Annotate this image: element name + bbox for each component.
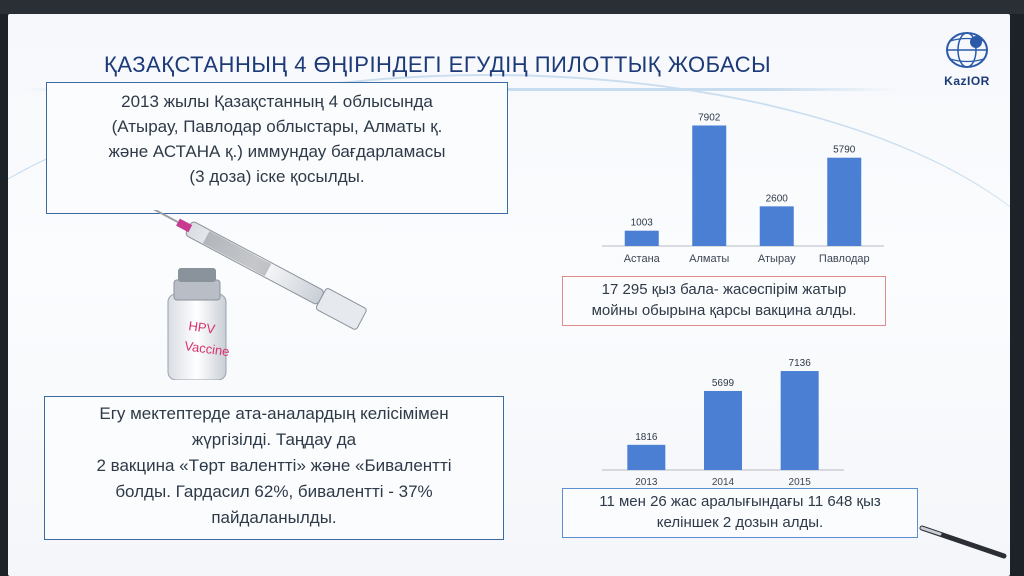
bar-2015 <box>781 371 819 470</box>
intro-line: (3 доза) іске қосылды. <box>189 167 365 186</box>
regions-bar-chart <box>588 100 888 276</box>
method-line: 2 вакцина «Төрт валентті» және «Бивалентті <box>96 456 452 475</box>
tick-label: 2013 <box>635 477 658 486</box>
intro-text-box <box>46 82 508 214</box>
bar-Павлодар <box>827 158 861 246</box>
tick-label: Алматы <box>689 253 730 265</box>
method-line: пайдаланылды. <box>211 508 337 527</box>
monitor-bezel-top <box>0 0 1024 14</box>
years-bar-chart <box>598 336 848 486</box>
vaccine-syringe-image <box>138 210 398 380</box>
intro-line: 2013 жылы Қазақстанның 4 облысында <box>121 92 433 111</box>
presenter-pen <box>918 520 1008 560</box>
data-label: 1003 <box>630 217 653 229</box>
bar-Атырау <box>760 206 794 246</box>
data-label: 5790 <box>833 144 856 156</box>
intro-line: және АСТАНА қ.) иммундау бағдарламасы <box>108 142 446 161</box>
second-dose-note <box>562 488 918 538</box>
method-line: болды. Гардасил 62%, бивалентті - 37% <box>115 482 433 501</box>
tick-label: Атырау <box>757 253 796 265</box>
method-text-box <box>44 396 504 540</box>
data-label: 7136 <box>788 358 811 370</box>
logo-text: KazIOR <box>944 74 990 88</box>
data-label: 7902 <box>698 112 721 124</box>
tick-label: 2014 <box>711 477 735 486</box>
tick-label: 2015 <box>788 477 811 486</box>
intro-line: (Атырау, Павлодар облыстары, Алматы қ. <box>111 117 443 136</box>
method-line: Егу мектептерде ата-аналардың келісімімен <box>99 404 449 423</box>
note-line: келіншек 2 дозын алды. <box>656 514 824 531</box>
data-label: 2600 <box>765 193 788 205</box>
tick-label: Павлодар <box>818 253 870 265</box>
vial-label-vaccine: Vaccine <box>183 338 231 360</box>
vial-label-hpv: HPV <box>187 318 217 337</box>
bar-2014 <box>704 391 742 470</box>
data-label: 5699 <box>711 377 735 389</box>
slide-title: ҚАЗАҚСТАННЫҢ 4 ӨҢІРІНДЕГІ ЕГУДІҢ ПИЛОТТЫҚ ЖОБАСЫ <box>104 52 772 77</box>
globe-logo-icon <box>936 28 998 74</box>
data-label: 1816 <box>635 431 658 443</box>
bar-Алматы <box>692 125 726 246</box>
note-line: 11 мен 26 жас аралығындағы 11 648 қыз <box>599 493 881 510</box>
bar-2013 <box>627 445 665 470</box>
note-line: 17 295 қыз бала- жасөспірім жатыр <box>601 281 847 298</box>
method-line: жүргізілді. Таңдау да <box>191 430 357 449</box>
presentation-slide <box>8 14 1010 576</box>
bar-Астана <box>625 231 659 246</box>
tick-label: Астана <box>623 253 660 265</box>
kazior-logo <box>936 28 998 92</box>
total-vaccinated-note <box>562 276 886 326</box>
note-line: мойны обырына қарсы вакцина алды. <box>591 302 857 319</box>
